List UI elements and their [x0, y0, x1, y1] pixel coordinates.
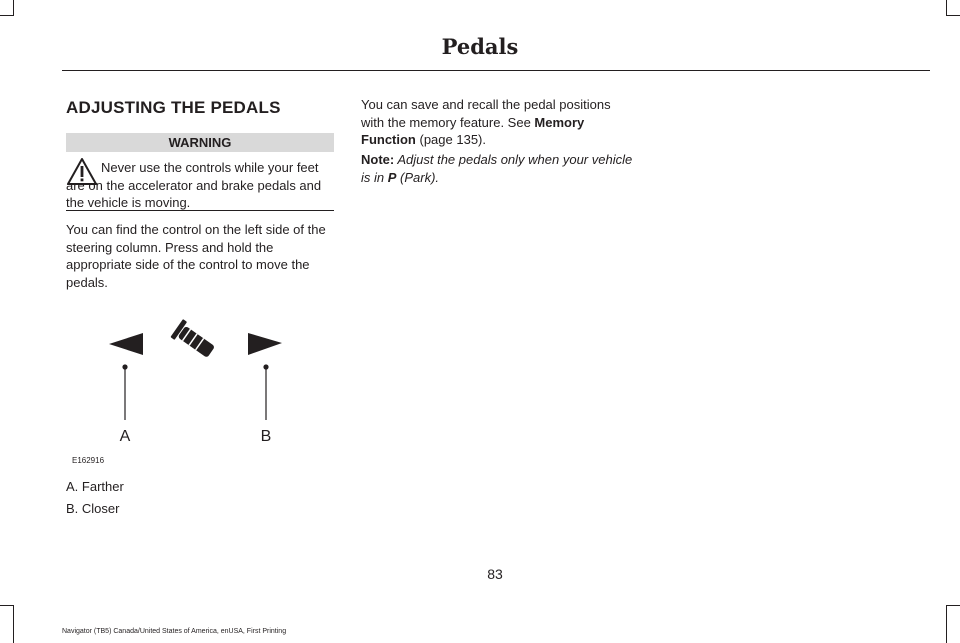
- warning-text: [66, 159, 336, 212]
- memory-paragraph: [361, 96, 636, 149]
- crop-mark-top-left-h: [0, 15, 14, 16]
- memory-text: You can save and recall the pedal positions with the memory feature. See: [361, 97, 611, 130]
- crop-mark-bottom-right-v: [946, 605, 947, 643]
- note-park-text: (Park).: [396, 169, 440, 185]
- crop-mark-bottom-left-h: [0, 605, 14, 606]
- foot-pedal-icon: [170, 319, 217, 361]
- crop-mark-bottom-left-v: [13, 605, 14, 643]
- caption-a: A. Farther: [66, 479, 124, 494]
- figure-code: E162916: [72, 456, 105, 465]
- crop-mark-top-left-v: [13, 0, 14, 15]
- warning-text-line1: Never use the controls while your feet: [101, 160, 319, 175]
- caption-b: B. Closer: [66, 501, 120, 516]
- memory-function-link[interactable]: Memory Function: [361, 114, 585, 147]
- crop-mark-top-right-h: [946, 15, 960, 16]
- pedal-control-figure: [66, 310, 306, 475]
- page-title: Pedals: [441, 34, 519, 59]
- header-divider: [62, 70, 930, 71]
- warning-label: WARNING: [66, 133, 334, 152]
- callout-label-a: A: [119, 428, 131, 445]
- warning-text-rest: are on the accelerator and brake pedals and the vehicle is moving.: [66, 177, 322, 210]
- section-heading: ADJUSTING THE PEDALS: [66, 98, 281, 117]
- note-paragraph: [361, 151, 636, 186]
- crop-mark-top-right-v: [946, 0, 947, 15]
- memory-page-ref: (page 135).: [415, 132, 486, 147]
- crop-mark-bottom-right-h: [946, 605, 960, 606]
- arrow-right-icon: [248, 333, 282, 355]
- note-text: Adjust the pedals only when your vehicle is in: [361, 152, 633, 185]
- note-label: Note:: [361, 152, 395, 167]
- footer-text: Navigator (TB5) Canada/United States of America, enUSA, First Printing: [62, 628, 287, 635]
- note-park-letter: P: [387, 169, 397, 185]
- warning-divider: [66, 210, 334, 211]
- body-paragraph: You can find the control on the left side of the steering column. Press and hold the appropriate side of the control to move the pedals.: [66, 222, 326, 290]
- page-number: 83: [487, 566, 503, 582]
- arrow-left-icon: [109, 333, 143, 355]
- callout-label-b: B: [260, 428, 272, 445]
